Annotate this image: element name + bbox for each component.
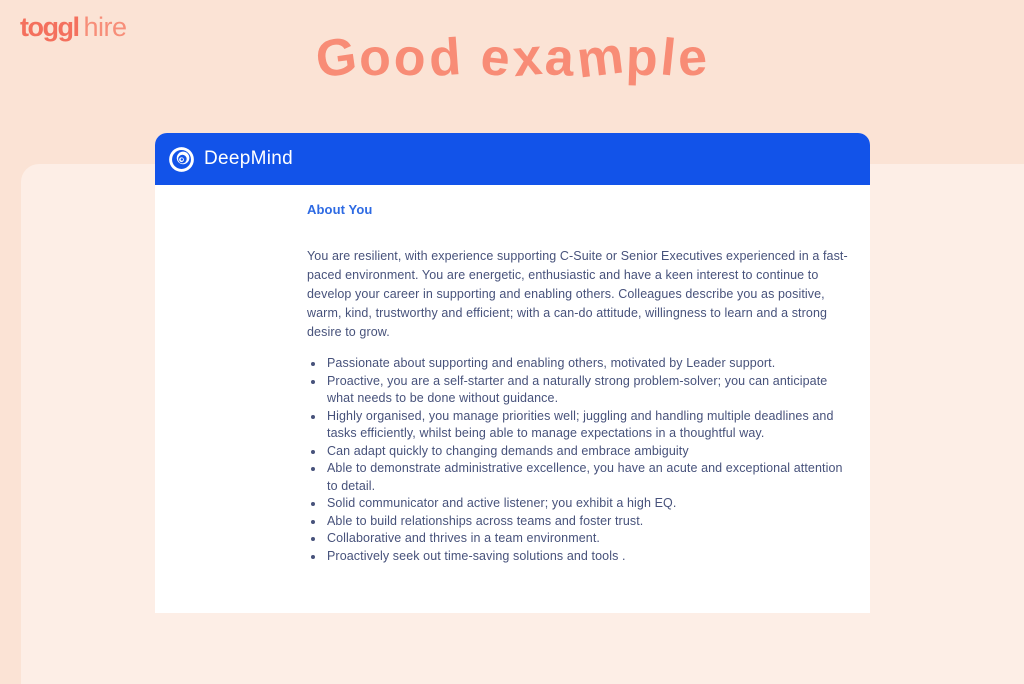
bullet-item: • Able to demonstrate administrative excellence, you have an acute and exceptional attention to detail. xyxy=(325,460,855,495)
bullet-item: • Can adapt quickly to changing demands and embrace ambiguity xyxy=(325,443,855,461)
bullet-item: • Proactively seek out time-saving solutions and tools . xyxy=(325,548,855,566)
bullet-item: • Proactive, you are a self-starter and a naturally strong problem-solver; you can anticipate what needs to be done without guidance. xyxy=(325,373,855,408)
bullet-item: • Highly organised, you manage priorities well; juggling and handling multiple deadlines and tasks efficiently, whilst being able to manage expectations in a thoughtful way. xyxy=(325,408,855,443)
bullet-list xyxy=(307,355,855,565)
intro-paragraph: You are resilient, with experience supporting C-Suite or Senior Executives experienced in a fast-paced environment. You are energetic, enthusiastic and have a keen interest to continue to develop your career in supporting and enabling others. Colleagues describe you as positive, warm, kind, trustworthy and efficient; with a can-do attitude, willingness to learn and a strong desire to grow. xyxy=(307,249,848,339)
page-title: Good example xyxy=(311,26,710,90)
job-post-card xyxy=(155,133,870,613)
company-name: DeepMind xyxy=(204,148,294,169)
card-header xyxy=(155,133,870,185)
bullet-item: • Passionate about supporting and enabling others, motivated by Leader support. xyxy=(325,355,855,373)
card-body xyxy=(155,185,870,565)
logo-text-toggl: toggl xyxy=(20,12,79,42)
bullet-item: • Solid communicator and active listener; you exhibit a high EQ. xyxy=(325,495,855,513)
section-heading: About You xyxy=(307,202,373,217)
bullet-item: • Collaborative and thrives in a team environment. xyxy=(325,530,855,548)
deepmind-logo-icon xyxy=(168,146,195,173)
logo-text-hire: hire xyxy=(83,12,127,42)
bullet-item: • Able to build relationships across teams and foster trust. xyxy=(325,513,855,531)
